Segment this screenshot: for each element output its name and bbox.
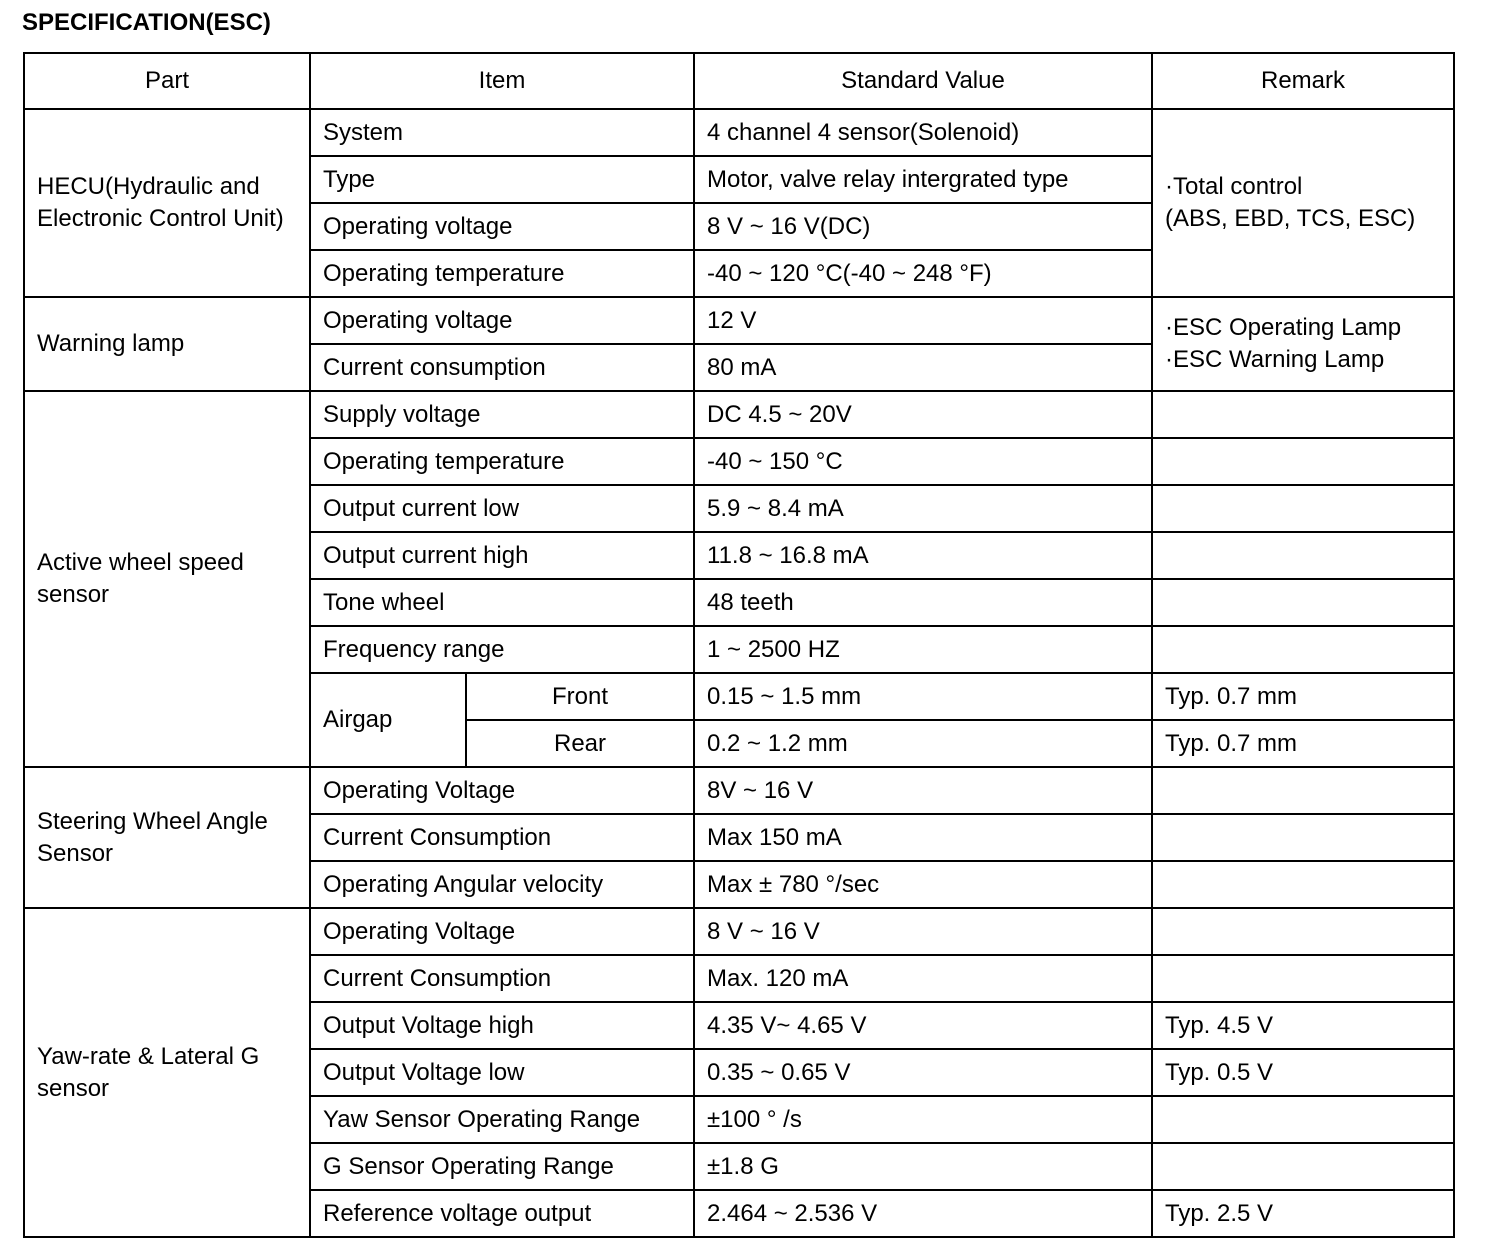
part-hecu: HECU(Hydraulic and Electronic Control Unit) [24,109,310,297]
item-cell: Reference voltage output [310,1190,694,1237]
item-cell: Operating temperature [310,438,694,485]
remark-cell [1152,438,1454,485]
part-yaw-rate-sensor: Yaw-rate & Lateral G sensor [24,908,310,1237]
remark-cell [1152,814,1454,861]
value-cell: 5.9 ~ 8.4 mA [694,485,1152,532]
remark-cell: Typ. 0.7 mm [1152,673,1454,720]
item-cell: Type [310,156,694,203]
item-cell: Operating voltage [310,203,694,250]
remark-cell: Typ. 4.5 V [1152,1002,1454,1049]
header-row [24,53,1454,109]
remark-cell [1152,626,1454,673]
value-cell: Max 150 mA [694,814,1152,861]
subitem-rear: Rear [466,720,694,767]
header-part: Part [24,53,310,109]
value-cell: 12 V [694,297,1152,344]
part-steering-angle-sensor: Steering Wheel Angle Sensor [24,767,310,908]
specification-table [23,52,1455,1238]
table-row [24,908,1454,955]
header-remark: Remark [1152,53,1454,109]
item-cell: Supply voltage [310,391,694,438]
value-cell: Max. 120 mA [694,955,1152,1002]
remark-hecu [1152,109,1454,297]
remark-cell [1152,908,1454,955]
value-cell: 8 V ~ 16 V(DC) [694,203,1152,250]
remark-cell [1152,485,1454,532]
value-cell: Motor, valve relay intergrated type [694,156,1152,203]
value-cell: 11.8 ~ 16.8 mA [694,532,1152,579]
value-cell: 8 V ~ 16 V [694,908,1152,955]
remark-cell [1152,391,1454,438]
remark-cell [1152,579,1454,626]
item-cell: Output current high [310,532,694,579]
remark-line: ·ESC Operating Lamp [1165,314,1402,341]
part-warning-lamp: Warning lamp [24,297,310,391]
remark-cell: Typ. 0.5 V [1152,1049,1454,1096]
remark-cell [1152,1096,1454,1143]
value-cell: 1 ~ 2500 HZ [694,626,1152,673]
value-cell: -40 ~ 150 °C [694,438,1152,485]
remark-line: (ABS, EBD, TCS, ESC) [1165,205,1416,232]
table-row [24,297,1454,344]
item-airgap: Airgap [310,673,466,767]
page-title: SPECIFICATION(ESC) [22,9,271,36]
value-cell: 48 teeth [694,579,1152,626]
value-cell: DC 4.5 ~ 20V [694,391,1152,438]
remark-cell [1152,955,1454,1002]
item-cell: Current consumption [310,344,694,391]
value-cell: ±1.8 G [694,1143,1152,1190]
value-cell: Max ± 780 °/sec [694,861,1152,908]
item-cell: Current Consumption [310,955,694,1002]
item-cell: Operating temperature [310,250,694,297]
table-row [24,109,1454,156]
item-cell: Operating Voltage [310,908,694,955]
value-cell: 0.2 ~ 1.2 mm [694,720,1152,767]
remark-line: ·ESC Warning Lamp [1165,346,1385,373]
item-cell: Operating Angular velocity [310,861,694,908]
value-cell: 4.35 V~ 4.65 V [694,1002,1152,1049]
item-cell: G Sensor Operating Range [310,1143,694,1190]
item-cell: Operating Voltage [310,767,694,814]
item-cell: Output Voltage high [310,1002,694,1049]
remark-cell: Typ. 2.5 V [1152,1190,1454,1237]
subitem-front: Front [466,673,694,720]
item-cell: Tone wheel [310,579,694,626]
value-cell: 4 channel 4 sensor(Solenoid) [694,109,1152,156]
item-cell: Output current low [310,485,694,532]
table-row [24,391,1454,438]
value-cell: 8V ~ 16 V [694,767,1152,814]
header-standard-value: Standard Value [694,53,1152,109]
remark-cell: Typ. 0.7 mm [1152,720,1454,767]
remark-line: ·Total control [1165,173,1303,200]
remark-cell [1152,1143,1454,1190]
table-row [24,767,1454,814]
remark-cell [1152,767,1454,814]
remark-cell [1152,861,1454,908]
value-cell: 0.15 ~ 1.5 mm [694,673,1152,720]
value-cell: 0.35 ~ 0.65 V [694,1049,1152,1096]
item-cell: Operating voltage [310,297,694,344]
item-cell: Output Voltage low [310,1049,694,1096]
part-wheel-speed-sensor: Active wheel speed sensor [24,391,310,767]
item-cell: System [310,109,694,156]
value-cell: -40 ~ 120 °C(-40 ~ 248 °F) [694,250,1152,297]
header-item: Item [310,53,694,109]
remark-cell [1152,532,1454,579]
item-cell: Yaw Sensor Operating Range [310,1096,694,1143]
value-cell: 2.464 ~ 2.536 V [694,1190,1152,1237]
value-cell: ±100 ° /s [694,1096,1152,1143]
value-cell: 80 mA [694,344,1152,391]
remark-warning-lamp [1152,297,1454,391]
item-cell: Frequency range [310,626,694,673]
item-cell: Current Consumption [310,814,694,861]
